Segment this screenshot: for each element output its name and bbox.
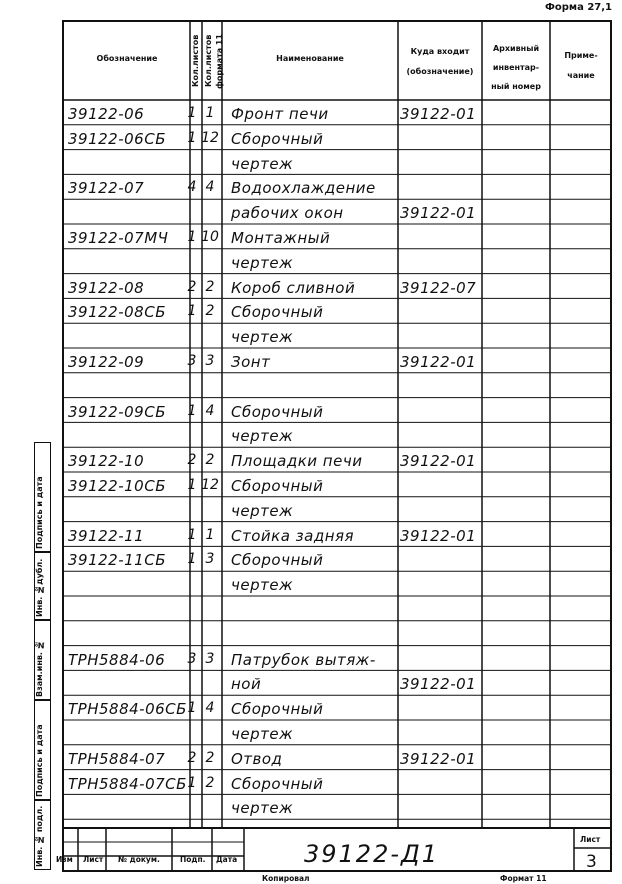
row-name: Сборочный (231, 551, 324, 570)
row-designation: 39122-08СБ (68, 303, 166, 322)
header-note (550, 46, 612, 86)
row-format: 2 (205, 749, 215, 766)
row-designation: 39122-07МЧ (68, 229, 169, 247)
col-docnum: № докум. (118, 855, 160, 864)
sheet-number: 3 (586, 852, 597, 872)
row-sheets: 2 (187, 278, 197, 295)
row-format: 12 (201, 477, 219, 493)
row-name: чертеж (231, 154, 294, 173)
table-grid (62, 20, 612, 872)
row-name: Сборочный (231, 129, 324, 148)
col-izm: Изм (56, 855, 73, 864)
row-name: чертеж (231, 501, 294, 520)
row-name: чертеж (231, 799, 294, 818)
row-designation: ТРН5884-06 (68, 650, 166, 669)
row-name: Монтажный (231, 229, 331, 247)
header-note-line1: Приме- (564, 51, 598, 60)
row-name: Отвод (231, 749, 283, 768)
row-designation: 39122-10 (68, 452, 145, 471)
row-designation: ТРН5884-07 (68, 749, 166, 768)
row-where-used: 39122-01 (400, 749, 477, 768)
row-where-used: 39122-07 (400, 278, 477, 297)
row-name: Сборочный (231, 402, 324, 421)
row-designation: 39122-06СБ (68, 129, 166, 148)
side-signature-bottom: Подпись и дата (35, 724, 44, 797)
row-name: ной (231, 675, 262, 694)
side-inv-podl: Инв. № подл. (35, 805, 44, 867)
footer-format: Формат 11 (500, 874, 547, 883)
row-sheets: 1 (187, 402, 197, 419)
col-list: Лист (83, 855, 104, 864)
side-signature-top: Подпись и дата (35, 476, 44, 549)
header-format11-count: Кол.листов формата 11 (204, 33, 224, 89)
row-format: 1 (205, 105, 215, 121)
row-format: 2 (205, 452, 215, 469)
row-name: Сборочный (231, 700, 324, 719)
row-sheets: 1 (187, 303, 197, 320)
col-data: Дата (216, 855, 238, 864)
row-sheets: 3 (187, 650, 197, 667)
row-format: 3 (205, 650, 215, 667)
document-frame (56, 20, 612, 872)
row-name: чертеж (231, 427, 294, 446)
row-format: 2 (205, 774, 215, 791)
row-name: Зонт (231, 353, 271, 371)
header-archive-line1: Архивный (492, 44, 540, 53)
row-sheets: 1 (187, 477, 197, 493)
row-designation: 39122-10СБ (68, 477, 166, 495)
row-name: чертеж (231, 328, 294, 347)
row-name: Стойка задняя (231, 526, 355, 545)
side-vzam-inv: Взам.инв. № (35, 640, 44, 697)
row-name: Сборочный (231, 774, 324, 793)
row-name: чертеж (231, 576, 294, 595)
row-name: Водоохлаждение (231, 179, 376, 198)
row-sheets: 1 (187, 774, 197, 791)
row-name: Фронт печи (231, 105, 329, 123)
row-name: рабочих окон (231, 204, 344, 223)
row-format: 4 (205, 402, 215, 419)
row-name: Площадки печи (231, 452, 363, 471)
sheet-label: Лист (580, 835, 601, 844)
row-sheets: 1 (187, 526, 197, 543)
form-label: Форма 27,1 (544, 2, 612, 13)
row-designation: 39122-06 (68, 105, 145, 123)
row-designation: 39122-09СБ (68, 402, 166, 421)
header-where-used (398, 42, 482, 82)
row-sheets: 1 (187, 229, 197, 245)
row-designation: ТРН5884-07СБ (68, 774, 187, 793)
row-where-used: 39122-01 (400, 675, 477, 694)
row-where-used: 39122-01 (400, 204, 477, 223)
header-archive-line2: инвентар- (492, 63, 540, 72)
row-name: чертеж (231, 725, 294, 743)
row-designation: ТРН5884-06СБ (68, 700, 187, 719)
row-where-used: 39122-01 (400, 452, 477, 471)
row-name: Сборочный (231, 303, 324, 322)
row-designation: 39122-08 (68, 278, 145, 297)
row-format: 3 (205, 353, 215, 369)
row-designation: 39122-09 (68, 353, 145, 371)
row-format: 2 (205, 278, 215, 295)
col-podp: Подп. (180, 855, 206, 864)
header-name: Наименование (276, 54, 344, 63)
row-format: 10 (201, 229, 219, 245)
row-format: 2 (205, 303, 215, 320)
row-sheets: 1 (187, 700, 197, 717)
row-sheets: 1 (187, 551, 197, 568)
row-sheets: 3 (187, 353, 197, 369)
header-sheets-count: Кол.листов (191, 34, 200, 88)
row-name: Патрубок вытяж- (231, 650, 376, 669)
row-name: чертеж (231, 253, 294, 272)
header-where-used-line2: (обозначение) (406, 67, 474, 76)
row-where-used: 39122-01 (400, 526, 477, 545)
row-sheets: 2 (187, 749, 197, 766)
row-sheets: 1 (187, 129, 197, 146)
row-format: 1 (205, 526, 215, 543)
row-sheets: 1 (187, 105, 197, 121)
row-where-used: 39122-01 (400, 105, 477, 123)
header-where-used-line1: Куда входит (410, 47, 470, 56)
row-sheets: 2 (187, 452, 197, 469)
row-designation: 39122-07 (68, 179, 145, 198)
row-sheets: 4 (187, 179, 197, 196)
row-format: 3 (205, 551, 215, 568)
row-format: 4 (205, 700, 215, 717)
header-archive-line3: ный номер (491, 82, 541, 91)
row-name: Короб сливной (231, 278, 356, 297)
header-archive (482, 39, 550, 96)
row-where-used: 39122-01 (400, 353, 477, 371)
row-format: 12 (201, 129, 219, 146)
side-inv-dubl: Инв. №дубл. (35, 558, 44, 617)
footer-copied: Копировал (262, 874, 310, 883)
header-designation: Обозначение (96, 54, 158, 63)
row-name: Сборочный (231, 477, 324, 495)
row-designation: 39122-11СБ (68, 551, 166, 570)
header-note-line2: чание (567, 71, 595, 80)
row-designation: 39122-11 (68, 526, 145, 545)
row-format: 4 (205, 179, 215, 196)
doc-number: 39122-Д1 (304, 840, 440, 868)
